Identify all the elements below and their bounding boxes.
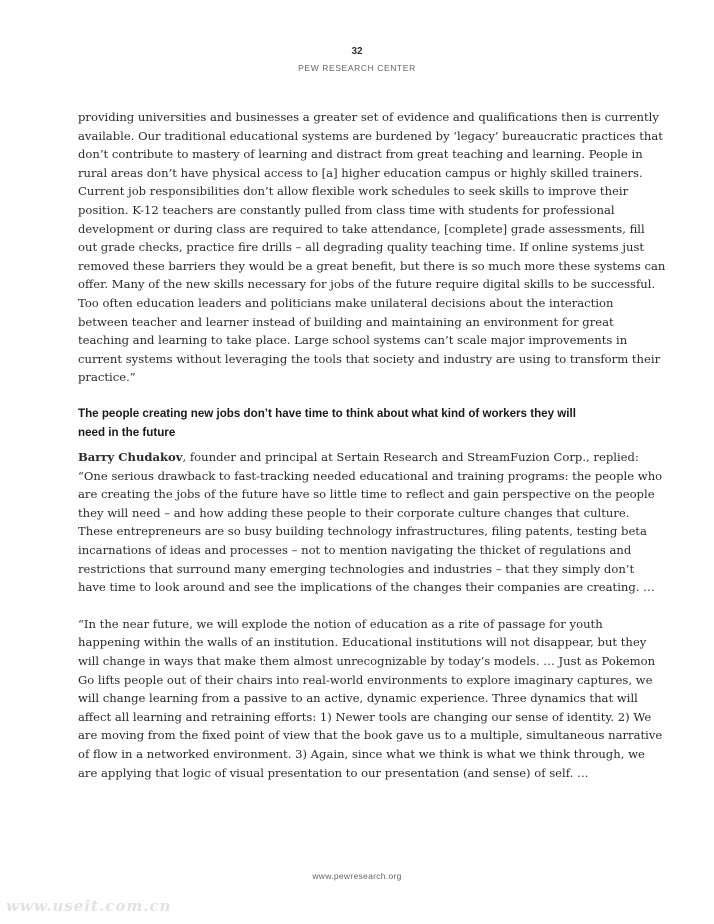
text-line: providing universities and businesses a greater set of evidence and qualifications then is currently (78, 110, 659, 124)
text-line: they will need – and how adding these people to their corporate culture changes that culture. (78, 505, 630, 520)
text-line: rural areas don’t have physical access to [a] higher education campus or highly skilled trainers. (78, 165, 643, 180)
text-line: offer. Many of the new skills necessary for jobs of the future require digital skills to be successful. (78, 277, 656, 292)
document-body (78, 108, 666, 782)
text-line: teaching and learning to take place. Large school systems can’t scale major improvements in (78, 333, 628, 348)
attribution-line (78, 448, 642, 467)
text-line: practice.” (78, 370, 136, 385)
text-line: restrictions that surround many emerging technologies and industries – that they simply don’t (78, 561, 635, 576)
text-line: Current job responsibilities don’t allow flexible work schedules to seek skills to improve their (78, 184, 629, 199)
speaker-name: Barry Chudakov (78, 450, 183, 465)
text-line: “One serious drawback to fast-tracking needed educational and training programs: the people who (78, 468, 663, 483)
heading-line: The people creating new jobs don’t have time to think about what kind of workers they will (78, 406, 576, 420)
org-name: PEW RESEARCH CENTER (298, 63, 416, 73)
page-number: 32 (351, 46, 363, 57)
text-line: have time to look around and see the implications of the changes their companies are creating. … (78, 580, 655, 595)
paragraph-continuation (78, 108, 666, 387)
text-line: Too often education leaders and politicians make unilateral decisions about the interaction (78, 295, 614, 310)
quote-paragraph (78, 615, 663, 782)
text-line: don’t contribute to mastery of learning and distract from great teaching and learning. People in (78, 147, 643, 162)
text-line: are moving from the fixed point of view that the book gave us to a multiple, simultaneous narrative (78, 728, 663, 743)
heading-line: need in the future (78, 425, 176, 439)
text-line: position. K-12 teachers are constantly pulled from class time with students for professional (78, 202, 615, 217)
text-line: affect all learning and retraining efforts: 1) Newer tools are changing our sense of identity. 2) We (78, 709, 652, 724)
text-line: happening within the walls of an institution. Educational institutions will not disappear, but they (78, 635, 647, 650)
footer-url: www.pewresearch.org (312, 871, 402, 881)
text-line: “In the near future, we will explode the notion of education as a rite of passage for youth (78, 616, 603, 631)
text-line: between teacher and learner instead of building and maintaining an environment for great (78, 314, 614, 329)
quote-paragraph (78, 448, 663, 597)
text-line: are applying that logic of visual presentation to our presentation (and sense) of self. … (78, 765, 589, 780)
section-heading (78, 405, 642, 442)
text-line: of flow in a networked environment. 3) Again, since what we think is what we think through, we (78, 747, 645, 761)
text-line: incarnations of ideas and processes – not to mention navigating the thicket of regulations and (78, 543, 632, 558)
text-line: removed these barriers they would be a great benefit, but there is so much more these systems can (78, 258, 666, 273)
text-line: These entrepreneurs are so busy building technology infrastructures, filing patents, testing beta (78, 524, 647, 539)
text-line: are creating the jobs of the future have so little time to reflect and gain perspective on the people (78, 487, 655, 502)
speaker-affiliation: , founder and principal at Sertain Research and StreamFuzion Corp., replied: (182, 450, 639, 465)
text-line: will change in ways that make them almost unrecognizable by today’s models. … Just as Pokemon (78, 654, 656, 669)
watermark: www.useit.com.cn (6, 897, 172, 915)
text-line: out grade checks, practice fire drills – all degrading quality teaching time. If online systems just (78, 240, 645, 255)
text-line: available. Our traditional educational systems are burdened by ‘legacy’ bureaucratic practices that (78, 128, 663, 143)
text-line: development or during class are required to take attendance, [complete] grade assessments, fill (78, 221, 645, 236)
text-line: Go lifts people out of their chairs into real-world environments to explore imaginary captures, we (78, 672, 653, 687)
text-line: current systems without leveraging the tools that society and industry are using to transform their (78, 351, 661, 366)
text-line: will change learning from a passive to an active, dynamic experience. Three dynamics that will (78, 691, 638, 706)
